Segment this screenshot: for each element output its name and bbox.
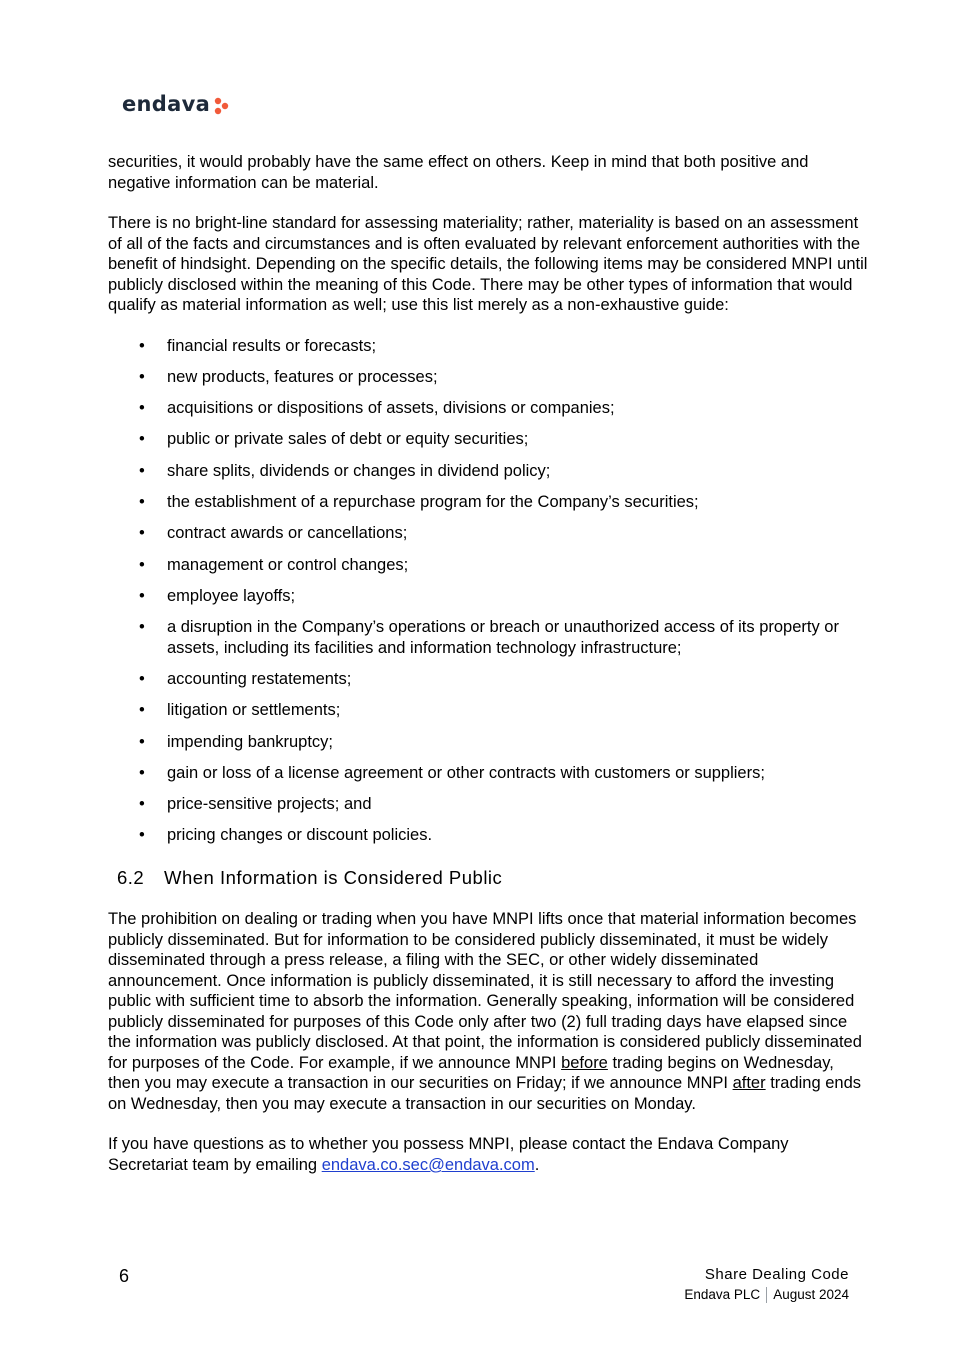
list-item: • gain or loss of a license agreement or other contracts with customers or suppliers; <box>108 763 868 784</box>
footer <box>684 1266 849 1303</box>
list-item: • new products, features or processes; <box>108 367 868 388</box>
list-item: • public or private sales of debt or equity securities; <box>108 429 868 450</box>
section-number: 6.2 <box>117 866 145 888</box>
list-item: • employee layoffs; <box>108 586 868 607</box>
list-item: • share splits, dividends or changes in dividend policy; <box>108 461 868 482</box>
page-number: 6 <box>119 1266 130 1286</box>
list-item: • management or control changes; <box>108 555 868 576</box>
underlined-after: after <box>732 1074 766 1093</box>
list-item: • pricing changes or discount policies. <box>108 825 868 846</box>
email-link[interactable]: endava.co.sec@endava.com <box>321 1155 535 1174</box>
paragraph-intro: securities, it would probably have the same effect on others. Keep in mind that both positive and negative information can be material. <box>108 153 809 192</box>
section-heading <box>117 868 868 889</box>
footer-company: Endava PLC <box>684 1287 761 1302</box>
list-item: • acquisitions or dispositions of assets, divisions or companies; <box>108 398 868 419</box>
endava-logo <box>122 90 231 118</box>
footer-date: August 2024 <box>773 1287 849 1302</box>
endava-logo-mark-icon <box>213 97 231 115</box>
paragraph-public-information <box>108 909 868 1114</box>
paragraph-text: trading ends on Wednesday, then you may execute a transaction in our securities on Monday. <box>108 1074 862 1113</box>
underlined-before: before <box>561 1053 608 1072</box>
paragraph-text: If you have questions as to whether you possess MNPI, please contact the Endava Company Secretariat team by emailing <box>108 1135 789 1174</box>
paragraph-text: . <box>534 1155 540 1174</box>
list-item: • litigation or settlements; <box>108 700 868 721</box>
paragraph-materiality: There is no bright-line standard for assessing materiality; rather, materiality is based on an assessment of all of the facts and circumstances and is often evaluated by relevant enforcement authorities with the benefit of hindsight. Depending on the specific details, the following items may be considered MNPI until publicly disclosed within the meaning of this Code. There may be other types of information that would qualify as material information as well; use this list merely as a non-exhaustive guide: <box>108 214 868 314</box>
paragraph-contact <box>108 1134 868 1175</box>
paragraph-text: trading begins on Wednesday, then you may execute a transaction in our securities on Friday; if we announce MNPI <box>108 1053 834 1093</box>
list-item: • a disruption in the Company’s operations or breach or unauthorized access of its property or assets, including its facilities and information technology infrastructure; <box>108 617 868 658</box>
list-item: • the establishment of a repurchase program for the Company’s securities; <box>108 492 868 513</box>
list-item: • price-sensitive projects; and <box>108 794 868 815</box>
paragraph-text: The prohibition on dealing or trading when you have MNPI lifts once that material information becomes publicly disseminated. But for information to be considered publicly disseminated, it must be widely disseminated through a press release, a filing with the SEC, or other widely disseminated announcement. Once information is publicly disseminated, it is still necessary to afford the investing public with sufficient time to absorb the information. Generally speaking, information will be considered publicly disseminated for purposes of this Code only after two (2) full trading days have elapsed since the information was publicly disclosed. At that point, the information is considered publicly disseminated for purposes of the Code. For example, if we announce MNPI <box>108 910 862 1072</box>
list-item: • impending bankruptcy; <box>108 732 868 753</box>
footer-meta <box>684 1287 849 1303</box>
list-item: • accounting restatements; <box>108 669 868 690</box>
logo-text: endava <box>122 92 211 116</box>
list-item: • financial results or forecasts; <box>108 336 868 357</box>
footer-divider <box>766 1287 767 1303</box>
footer-doc-title: Share Dealing Code <box>704 1266 849 1283</box>
section-title: When Information is Considered Public <box>164 866 503 888</box>
list-item: • contract awards or cancellations; <box>108 523 868 544</box>
page-content <box>108 152 868 1195</box>
mnpi-examples-list <box>108 336 868 846</box>
